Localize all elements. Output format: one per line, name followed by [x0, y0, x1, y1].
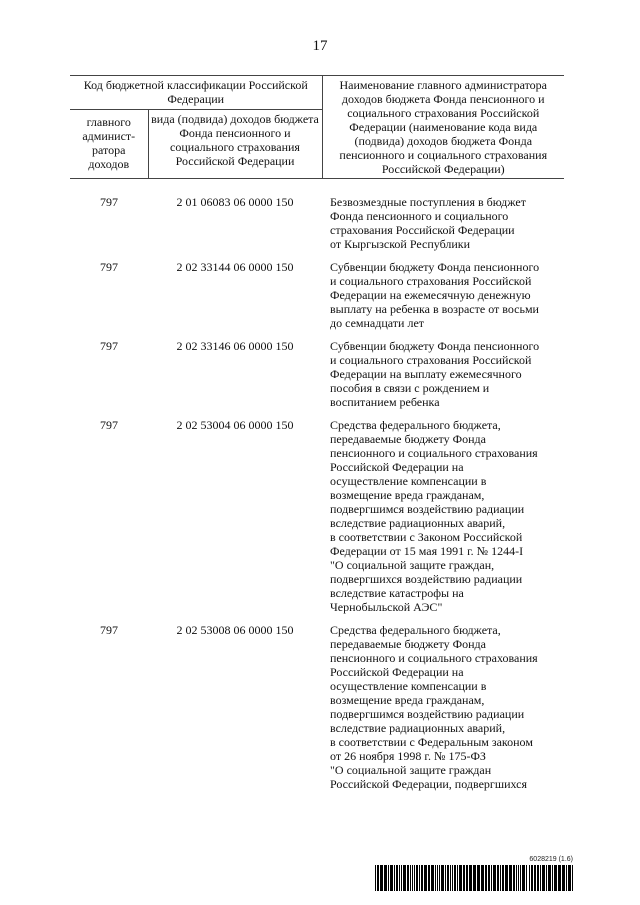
admin-code-cell: 797 — [100, 195, 118, 209]
admin-code-cell: 797 — [100, 418, 118, 432]
income-name-cell: Средства федерального бюджета, передаваемые бюджету Фонда пенсионного и социального страхования Российской Федерации на осуществление компенсации в возмещение вреда гражданам, подвергшимся воздействию радиации вследствие радиационных аварий, в соответствии с Федеральным законом от 26 ноября 1998 г. № 175-ФЗ "О социальной защите граждан Российской Федерации, подвергшихся — [330, 623, 538, 791]
barcode-block — [375, 856, 573, 891]
income-name-cell: Безвозмездные поступления в бюджет Фонда пенсионного и социального страхования Российской Федерации от Кыргызской Республики — [330, 195, 526, 251]
header-code-group: Код бюджетной классификации Российской Федерации — [70, 76, 322, 110]
header-code-column: вида (подвида) доходов бюджета Фонда пенсионного и социального страхования Российской Федерации — [151, 112, 319, 169]
income-code-cell: 2 02 53004 06 0000 150 — [176, 418, 294, 432]
income-code-cell: 2 02 33146 06 0000 150 — [176, 339, 294, 353]
page-number: 17 — [312, 38, 328, 54]
admin-code-cell: 797 — [100, 623, 118, 637]
income-name-cell: Субвенции бюджету Фонда пенсионного и социального страхования Российской Федерации на ежемесячную денежную выплату на ребенка в возрасте от восьми до семнадцати лет — [330, 260, 540, 330]
table-body — [70, 195, 564, 800]
table-row — [70, 623, 564, 800]
header-name-column: Наименование главного администратора доходов бюджета Фонда пенсионного и социального страхования Российской Федерации (наименование кода вида (подвида) доходов бюджета Фонда пенсионного и социального страхования Российской Федерации) — [322, 76, 564, 179]
income-name-cell: Средства федерального бюджета, передаваемые бюджету Фонда пенсионного и социального страхования Российской Федерации на осуществление компенсации в возмещение вреда гражданам, подвергшимся воздействию радиации вследствие радиационных аварий, в соответствии с Законом Российской Федерации от 15 мая 1991 г. № 1244-I "О социальной защите граждан, подвергшихся воздействию радиации вследствие катастрофы на Чернобыльской АЭС" — [330, 418, 538, 614]
table-row — [70, 339, 564, 418]
barcode-caption: 6028219 (1.6) — [529, 856, 573, 863]
income-name-cell: Субвенции бюджету Фонда пенсионного и социального страхования Российской Федерации на выплату ежемесячного пособия в связи с рождением и воспитанием ребенка — [330, 339, 540, 409]
income-code-cell: 2 01 06083 06 0000 150 — [176, 195, 294, 209]
income-code-cell: 2 02 53008 06 0000 150 — [176, 623, 294, 637]
header-divider — [70, 179, 564, 196]
header-admin-column: главного админист-ратора доходов — [70, 110, 148, 179]
income-code-cell: 2 02 33144 06 0000 150 — [176, 260, 294, 274]
table-row — [70, 260, 564, 339]
budget-code-table — [70, 75, 564, 800]
admin-code-cell: 797 — [100, 260, 118, 274]
table-row — [70, 195, 564, 260]
admin-code-cell: 797 — [100, 339, 118, 353]
table-row — [70, 418, 564, 623]
barcode-icon — [375, 865, 573, 891]
